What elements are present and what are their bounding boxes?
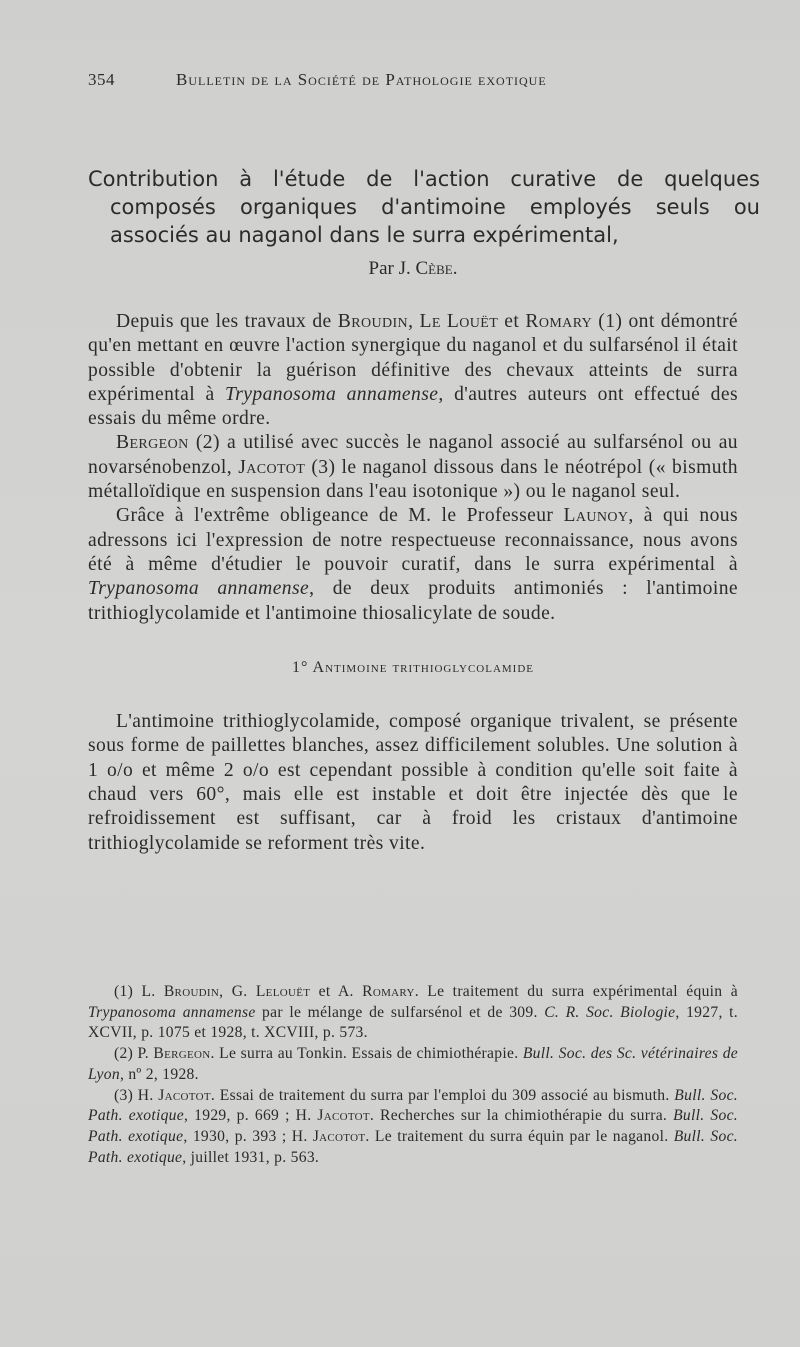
text: (2) a utilisé avec succès le naganol associé au sulfarsénol ou au novarsénobenzol, xyxy=(88,432,738,478)
text: , de deux produits antimoniés : l'antimoine trithioglycolamide et l'antimoine thiosalicylate de soude. xyxy=(88,578,738,624)
article-title: Contribution à l'étude de l'action curative de quelques composés organiques d'antimoine employés seuls ou associés au naganol dans le surra expérimental, xyxy=(88,167,760,247)
author-ref: Lelouët xyxy=(255,983,311,1000)
author-ref: Romary xyxy=(362,983,415,1000)
text: (1) ont démontré qu'en mettant en œuvre l'action synergique du naganol et du sulfarsénol il était possible d'obtenir la guérison définitive des chevaux atteints de surra expérimental à xyxy=(88,311,738,405)
footnote-3 xyxy=(88,1086,738,1169)
author-prefix: Par J. xyxy=(368,258,416,279)
text: . Essai de traitement du surra par l'emploi du 309 associé au bismuth. xyxy=(210,1086,675,1104)
author-line xyxy=(88,258,738,280)
journal-ref: Bull. Soc. Path. exotique xyxy=(88,1086,738,1125)
text: (2) P. xyxy=(114,1045,154,1063)
author-ref: Broudin xyxy=(337,311,409,332)
section-heading: 1° Antimoine trithioglycolamide xyxy=(292,658,534,676)
text: , d'autres auteurs ont effectué des essais du même ordre. xyxy=(88,383,738,430)
page-number: 354 xyxy=(88,70,115,89)
author-ref: Jacotot xyxy=(317,1107,370,1125)
author-name: Cèbe xyxy=(415,258,453,279)
text: , juillet 1931, p. 563. xyxy=(182,1148,320,1166)
text: , à qui nous adressons ici l'expression de notre respectueuse reconnaissance, nous avons été à même d'étudier le pouvoir curatif, dans le surra expérimental à xyxy=(88,505,738,575)
text: Grâce à l'extrême obligeance de M. le Professeur xyxy=(116,505,564,527)
text: (3) H. xyxy=(114,1086,159,1104)
text: Depuis que les travaux de xyxy=(116,311,338,332)
author-ref: Broudin xyxy=(163,983,220,1000)
running-head xyxy=(88,70,748,90)
journal-title: Bulletin de la Société de Pathologie exotique xyxy=(176,70,547,89)
text: . Le surra au Tonkin. Essais de chimiothérapie. xyxy=(210,1045,523,1063)
species-name: Trypanosoma annamense xyxy=(88,1003,256,1021)
paragraph-1 xyxy=(88,310,738,431)
journal-ref: C. R. Soc. Biologie xyxy=(544,1003,676,1021)
text: (3) le naganol dissous dans le néotrépol (« bismuth métalloïdique en suspension dans l'eau isotonique ») ou le naganol seul. xyxy=(88,456,738,503)
author-ref: Bergeon xyxy=(116,432,189,454)
author-ref: Le Louët xyxy=(419,311,499,332)
author-ref: Launoy xyxy=(563,505,629,527)
species-name: Trypanosoma annamense xyxy=(88,578,310,600)
text: , 1927, t. XCVII, p. 1075 et 1928, t. XCVIII, p. 573. xyxy=(88,1003,738,1042)
text: . Le traitement du surra équin par le naganol. xyxy=(365,1127,674,1145)
text: et xyxy=(498,311,526,332)
text: , nº 2, 1928. xyxy=(119,1065,199,1083)
text: par le mélange de sulfarsénol et de 309. xyxy=(255,1003,545,1021)
paragraph-3 xyxy=(88,504,738,625)
text: (1) L. xyxy=(114,983,164,1000)
text: , 1929, p. 669 ; H. xyxy=(184,1107,318,1125)
journal-ref: Bull. Soc. des Sc. vétérinaires de Lyon xyxy=(88,1045,739,1083)
paragraph-4: L'antimoine trithioglycolamide, composé organique trivalent, se présente sous forme de paillettes blanches, assez difficilement solubles. Une solution à 1 o/o et même 2 o/o est cependant possible à condition qu'elle soit faite à chaud vers 60°, mais elle est instable et doit être injectée dès que le refroidissement est suffisant, car à froid les cristaux d'antimoine trithioglycolamide se reforment très vite. xyxy=(88,711,738,854)
author-ref: Jacotot xyxy=(238,456,306,478)
author-suffix: . xyxy=(452,258,458,279)
author-ref: Romary xyxy=(525,311,593,332)
text: , xyxy=(408,311,420,332)
species-name: Trypanosoma annamense xyxy=(225,383,439,405)
text: , 1930, p. 393 ; H. xyxy=(183,1127,313,1145)
author-ref: Jacotot xyxy=(158,1086,211,1104)
text: et A. xyxy=(310,983,363,1000)
author-ref: Bergeon xyxy=(153,1045,211,1063)
text: , G. xyxy=(219,983,256,1000)
footnotes xyxy=(88,982,738,1168)
paragraph-2 xyxy=(88,431,738,504)
text: . Le traitement du surra expérimental équin à xyxy=(414,983,738,1000)
author-ref: Jacotot xyxy=(312,1127,366,1145)
journal-ref: Bull. Soc. Path. exotique xyxy=(88,1107,738,1145)
journal-ref: Bull. Soc. Path. exotique xyxy=(88,1127,738,1166)
article-body xyxy=(88,310,738,856)
text: . Recherches sur la chimiothérapie du surra. xyxy=(369,1107,674,1125)
footnote-1 xyxy=(88,982,738,1044)
footnote-2 xyxy=(88,1044,738,1085)
